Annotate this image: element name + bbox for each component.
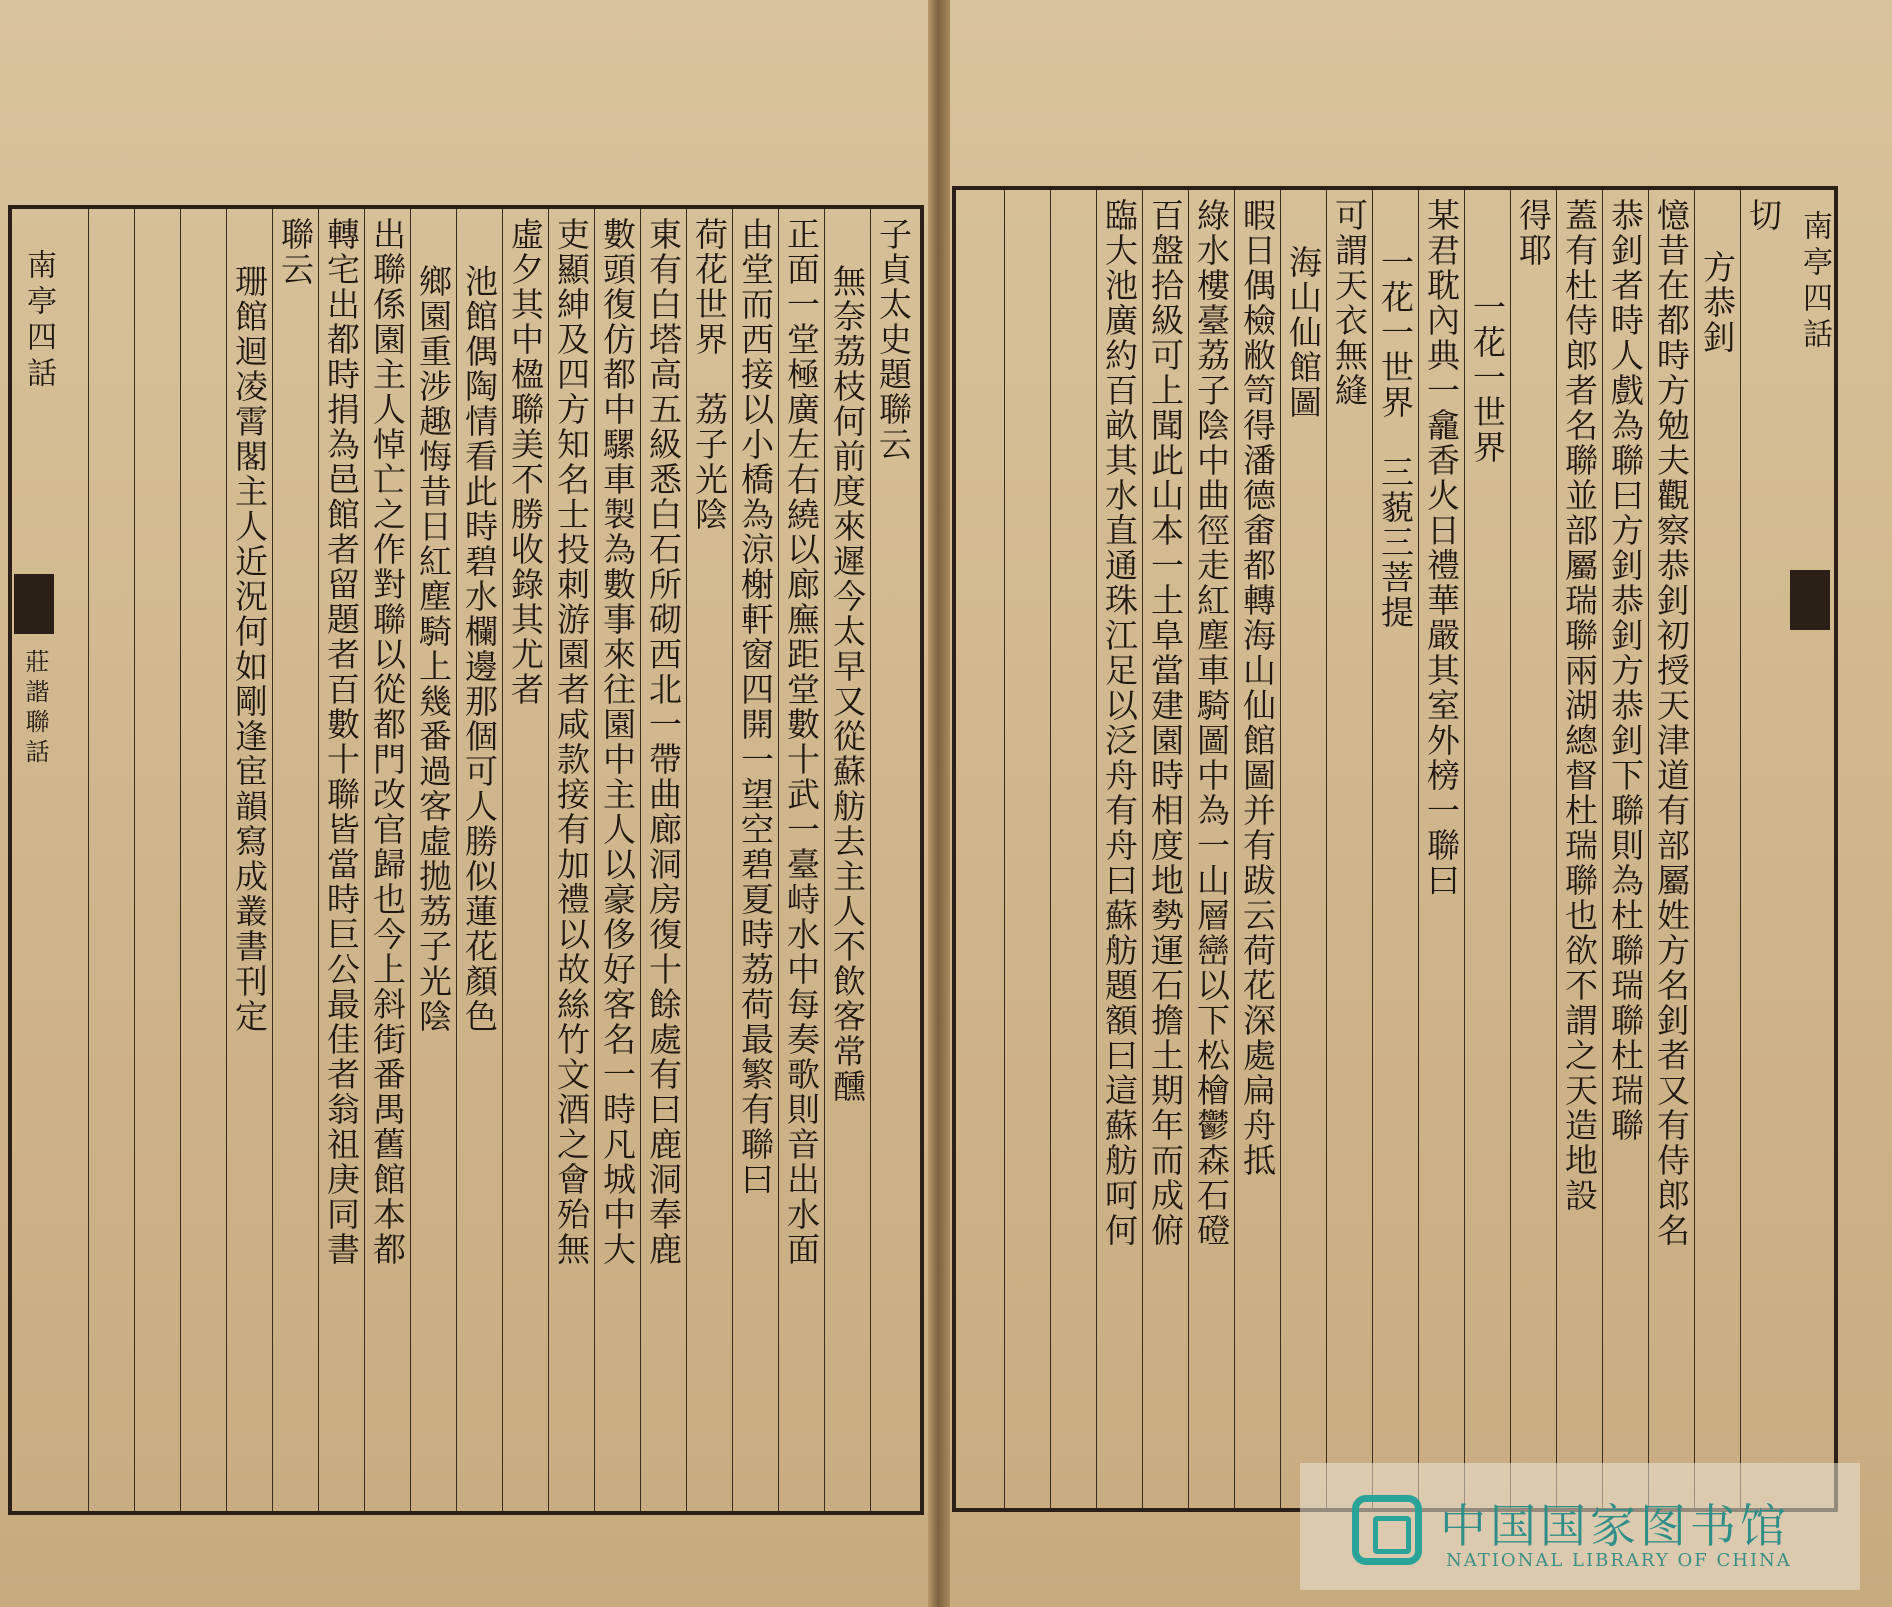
text-column: 東有白塔高五級悉白石所砌西北一帶曲廊洞房復十餘處有曰鹿洞奉鹿 — [640, 209, 685, 1511]
text-column: 鄉園重涉趣悔昔日紅塵騎上幾番過客虛拋荔子光陰 — [410, 209, 455, 1511]
text-column: 切 — [1740, 190, 1785, 1508]
text-column: 出聯係園主人悼亡之作對聯以從都門改官歸也今上斜街番禺舊館本都 — [364, 209, 409, 1511]
text-column: 可謂天衣無縫 — [1326, 190, 1371, 1508]
text-column — [1050, 190, 1095, 1508]
text-column: 由堂而西接以小橋為涼榭軒窗四開一望空碧夏時荔荷最繁有聯曰 — [732, 209, 777, 1511]
text-column: 無奈荔枝何前度來遲今太早又從蘇舫去主人不飲客常醺 — [824, 209, 869, 1511]
text-column: 得耶 — [1510, 190, 1555, 1508]
text-column: 憶昔在都時方勉夫觀察恭釗初授天津道有部屬姓方名釗者又有侍郎名 — [1648, 190, 1693, 1508]
text-column — [1004, 190, 1049, 1508]
text-column: 一花一世界 三藐三菩提 — [1372, 190, 1417, 1508]
text-column: 蓋有杜侍郎者名聯並部屬瑞聯兩湖總督杜瑞聯也欲不謂之天造地設 — [1556, 190, 1601, 1508]
text-column: 荷花世界 荔子光陰 — [686, 209, 731, 1511]
watermark-chinese: 中国国家图书馆 — [1440, 1499, 1790, 1553]
left-margin-title: 南亭四話 — [21, 249, 56, 393]
left-text-frame — [8, 205, 924, 1515]
text-column: 暇日偶檢敝笥得潘德畬都轉海山仙館圖并有跋云荷花深處扁舟抵 — [1234, 190, 1279, 1508]
text-column: 一花一世界 — [1464, 190, 1509, 1508]
text-column: 臨大池廣約百畝其水直通珠江足以泛舟有舟曰蘇舫題額曰這蘇舫呵何 — [1096, 190, 1141, 1508]
text-column: 方恭釗 — [1694, 190, 1739, 1508]
text-column: 珊館迴凌霄閣主人近況何如剛逢宦韻寫成叢書刊定 — [226, 209, 271, 1511]
text-column: 虛夕其中楹聯美不勝收錄其尤者 — [502, 209, 547, 1511]
text-column: 綠水樓臺荔子陰中曲徑走紅塵車騎圖中為一山層巒以下松檜鬱森石磴 — [1188, 190, 1233, 1508]
fishtail-mark — [1790, 570, 1830, 630]
text-column: 海山仙館圖 — [1280, 190, 1325, 1508]
text-column: 正面一堂極廣左右繞以廊廡距堂數十武一臺峙水中每奏歌則音出水面 — [778, 209, 823, 1511]
watermark-english: NATIONAL LIBRARY OF CHINA — [1446, 1550, 1792, 1571]
right-margin-title: 南亭四話 — [1797, 210, 1832, 354]
left-margin-chapter: 莊諧聯話 — [21, 649, 49, 769]
text-column: 池館偶陶情看此時碧水欄邊那個可人勝似蓮花顏色 — [456, 209, 501, 1511]
library-logo-icon — [1352, 1495, 1422, 1565]
text-column — [134, 209, 179, 1511]
text-column: 某君耽內典一龕香火日禮華嚴其室外榜一聯曰 — [1418, 190, 1463, 1508]
text-column: 轉宅出都時捐為邑館者留題者百數十聯皆當時巨公最佳者翁祖庚同書 — [318, 209, 363, 1511]
text-column: 子貞太史題聯云 — [870, 209, 915, 1511]
book-gutter — [928, 0, 950, 1607]
text-column: 百盤拾級可上聞此山本一土阜當建園時相度地勢運石擔土期年而成俯 — [1142, 190, 1187, 1508]
text-column — [88, 209, 133, 1511]
text-column: 吏顯紳及四方知名士投刺游園者咸款接有加禮以故絲竹文酒之會殆無 — [548, 209, 593, 1511]
text-column — [180, 209, 225, 1511]
fishtail-mark — [14, 574, 54, 634]
text-column: 數頭復仿都中騾車製為數事來往園中主人以豪侈好客名一時凡城中大 — [594, 209, 639, 1511]
text-column: 恭釗者時人戲為聯曰方釗恭釗方恭釗下聯則為杜聯瑞聯杜瑞聯 — [1602, 190, 1647, 1508]
text-column: 聯云 — [272, 209, 317, 1511]
right-text-frame — [952, 186, 1838, 1512]
